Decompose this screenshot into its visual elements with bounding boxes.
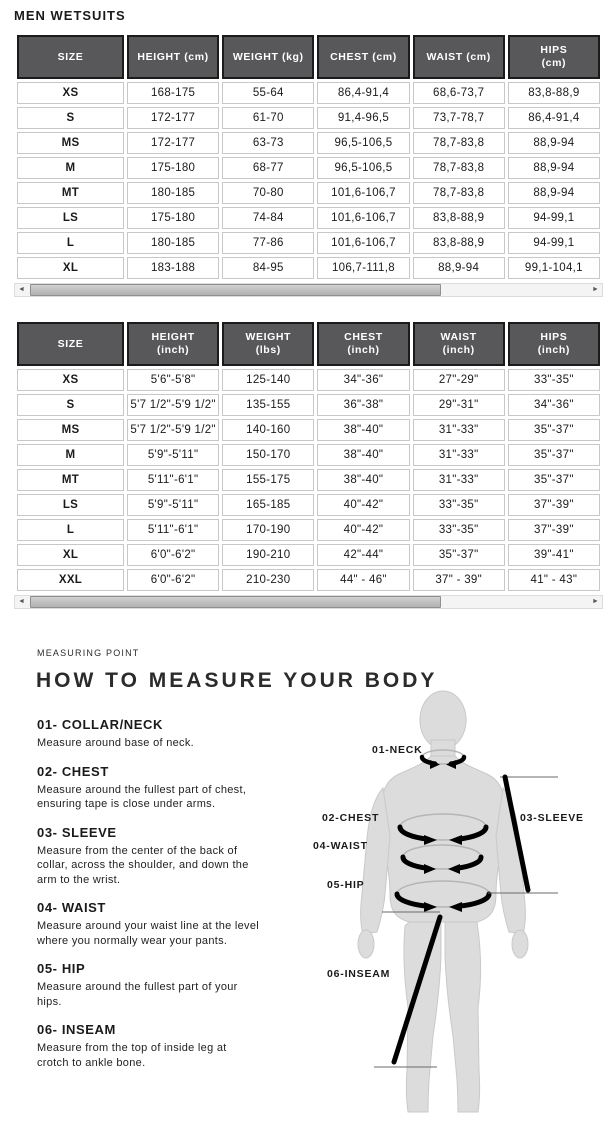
value-cell: 39"-41" bbox=[508, 544, 600, 566]
item-description: Measure around the fullest part of your hips. bbox=[37, 981, 238, 1008]
value-cell: 101,6-106,7 bbox=[317, 182, 409, 204]
value-cell: 37" - 39" bbox=[413, 569, 505, 591]
value-cell: 41" - 43" bbox=[508, 569, 600, 591]
value-cell: 70-80 bbox=[222, 182, 314, 204]
value-cell: 86,4-91,4 bbox=[317, 82, 409, 104]
value-cell: 88,9-94 bbox=[508, 157, 600, 179]
metric-table-scrollbar[interactable] bbox=[14, 283, 603, 297]
value-cell: 40"-42" bbox=[317, 519, 409, 541]
table-row bbox=[17, 444, 600, 466]
value-cell: 175-180 bbox=[127, 157, 219, 179]
value-cell: 37"-39" bbox=[508, 494, 600, 516]
value-cell: 101,6-106,7 bbox=[317, 232, 409, 254]
value-cell: 86,4-91,4 bbox=[508, 107, 600, 129]
size-table-metric bbox=[14, 32, 603, 282]
value-cell: 88,9-94 bbox=[413, 257, 505, 279]
imperial-table-scrollbar[interactable] bbox=[14, 595, 603, 609]
value-cell: 5'11"-6'1" bbox=[127, 469, 219, 491]
item-number: 06- bbox=[37, 1022, 58, 1038]
table-row bbox=[17, 257, 600, 279]
measuring-point-label: MEASURING POINT bbox=[37, 648, 140, 658]
how-to-measure-section bbox=[0, 645, 615, 1130]
value-cell: 83,8-88,9 bbox=[413, 207, 505, 229]
table-row bbox=[17, 232, 600, 254]
value-cell: 5'9"-5'11" bbox=[127, 494, 219, 516]
measure-item-chest bbox=[37, 764, 259, 812]
value-cell: 150-170 bbox=[222, 444, 314, 466]
measuring-instructions-list bbox=[37, 717, 259, 1083]
value-cell: 44" - 46" bbox=[317, 569, 409, 591]
item-number: 01- bbox=[37, 717, 58, 732]
value-cell: 91,4-96,5 bbox=[317, 107, 409, 129]
measure-item-inseam bbox=[37, 1022, 259, 1070]
table-row bbox=[17, 469, 600, 491]
value-cell: 170-190 bbox=[222, 519, 314, 541]
size-cell: MT bbox=[17, 469, 124, 491]
column-header: HEIGHT (cm) bbox=[127, 35, 219, 79]
value-cell: 78,7-83,8 bbox=[413, 132, 505, 154]
value-cell: 34"-36" bbox=[317, 369, 409, 391]
size-cell: XL bbox=[17, 544, 124, 566]
size-cell: M bbox=[17, 157, 124, 179]
measure-item-collar-neck bbox=[37, 717, 259, 751]
item-name: COLLAR/NECK bbox=[61, 717, 164, 732]
how-to-measure-title: HOW TO MEASURE YOUR BODY bbox=[36, 669, 438, 692]
value-cell: 68,6-73,7 bbox=[413, 82, 505, 104]
value-cell: 40"-42" bbox=[317, 494, 409, 516]
diagram-label-waist: 04-WAIST bbox=[313, 840, 368, 852]
item-name: INSEAM bbox=[61, 1022, 116, 1038]
header-row bbox=[17, 35, 600, 79]
item-description: Measure from the center of the back of collar, across the shoulder, and down the arm to the wrist. bbox=[37, 844, 249, 886]
size-cell: S bbox=[17, 394, 124, 416]
column-header: WEIGHT (lbs) bbox=[222, 322, 314, 366]
value-cell: 27"-29" bbox=[413, 369, 505, 391]
size-cell: XXL bbox=[17, 569, 124, 591]
size-cell: XL bbox=[17, 257, 124, 279]
value-cell: 180-185 bbox=[127, 182, 219, 204]
value-cell: 140-160 bbox=[222, 419, 314, 441]
value-cell: 180-185 bbox=[127, 232, 219, 254]
imperial-size-table-section bbox=[14, 319, 603, 609]
table-row bbox=[17, 494, 600, 516]
value-cell: 106,7-111,8 bbox=[317, 257, 409, 279]
column-header: SIZE bbox=[17, 322, 124, 366]
table-row bbox=[17, 182, 600, 204]
scroll-right-arrow[interactable]: ► bbox=[592, 286, 599, 294]
value-cell: 83,8-88,9 bbox=[508, 82, 600, 104]
value-cell: 38"-40" bbox=[317, 444, 409, 466]
item-name: SLEEVE bbox=[61, 824, 117, 840]
value-cell: 31"-33" bbox=[413, 444, 505, 466]
size-cell: MS bbox=[17, 419, 124, 441]
value-cell: 68-77 bbox=[222, 157, 314, 179]
table-row bbox=[17, 519, 600, 541]
size-cell: MS bbox=[17, 132, 124, 154]
table-row bbox=[17, 544, 600, 566]
value-cell: 101,6-106,7 bbox=[317, 207, 409, 229]
table-row bbox=[17, 107, 600, 129]
value-cell: 83,8-88,9 bbox=[413, 232, 505, 254]
value-cell: 38"-40" bbox=[317, 469, 409, 491]
size-cell: LS bbox=[17, 494, 124, 516]
value-cell: 125-140 bbox=[222, 369, 314, 391]
measure-item-waist bbox=[37, 900, 259, 948]
measure-item-hip bbox=[37, 961, 259, 1009]
value-cell: 135-155 bbox=[222, 394, 314, 416]
value-cell: 73,7-78,7 bbox=[413, 107, 505, 129]
value-cell: 63-73 bbox=[222, 132, 314, 154]
table-row bbox=[17, 394, 600, 416]
value-cell: 31"-33" bbox=[413, 469, 505, 491]
item-number: 02- bbox=[37, 763, 58, 779]
value-cell: 35"-37" bbox=[508, 419, 600, 441]
item-description: Measure around the fullest part of chest, ensuring tape is close under arms. bbox=[37, 783, 247, 811]
diagram-label-hip: 05-HIP bbox=[327, 879, 365, 891]
value-cell: 33"-35" bbox=[413, 494, 505, 516]
table-row bbox=[17, 157, 600, 179]
column-header: WAIST (inch) bbox=[413, 322, 505, 366]
value-cell: 155-175 bbox=[222, 469, 314, 491]
diagram-label-neck: 01-NECK bbox=[372, 744, 423, 756]
column-header: HEIGHT (inch) bbox=[127, 322, 219, 366]
value-cell: 33"-35" bbox=[413, 519, 505, 541]
size-cell: S bbox=[17, 107, 124, 129]
value-cell: 172-177 bbox=[127, 132, 219, 154]
value-cell: 183-188 bbox=[127, 257, 219, 279]
metric-size-table-section bbox=[14, 32, 603, 297]
value-cell: 6'0"-6'2" bbox=[127, 569, 219, 591]
value-cell: 77-86 bbox=[222, 232, 314, 254]
value-cell: 96,5-106,5 bbox=[317, 132, 409, 154]
item-description: Measure around your waist line at the level where you normally wear your pants. bbox=[37, 920, 260, 947]
value-cell: 5'11"-6'1" bbox=[127, 519, 219, 541]
value-cell: 38"-40" bbox=[317, 419, 409, 441]
page-title: MEN WETSUITS bbox=[14, 8, 126, 23]
table-row bbox=[17, 569, 600, 591]
value-cell: 35"-37" bbox=[508, 469, 600, 491]
item-number: 04- bbox=[37, 900, 58, 916]
value-cell: 94-99,1 bbox=[508, 232, 600, 254]
table-row bbox=[17, 132, 600, 154]
item-number: 05- bbox=[37, 961, 58, 977]
value-cell: 74-84 bbox=[222, 207, 314, 229]
value-cell: 36"-38" bbox=[317, 394, 409, 416]
value-cell: 99,1-104,1 bbox=[508, 257, 600, 279]
scrollbar-thumb[interactable] bbox=[30, 284, 441, 296]
item-description: Measure from the top of inside leg at crotch to ankle bone. bbox=[37, 1042, 227, 1069]
scroll-right-arrow[interactable]: ► bbox=[592, 598, 599, 606]
size-cell: L bbox=[17, 232, 124, 254]
value-cell: 5'7 1/2"-5'9 1/2" bbox=[127, 394, 219, 416]
item-name: WAIST bbox=[61, 900, 106, 916]
value-cell: 5'7 1/2"-5'9 1/2" bbox=[127, 419, 219, 441]
size-cell: M bbox=[17, 444, 124, 466]
measure-item-sleeve bbox=[37, 825, 259, 888]
body-measurement-diagram bbox=[300, 660, 615, 1120]
value-cell: 210-230 bbox=[222, 569, 314, 591]
value-cell: 34"-36" bbox=[508, 394, 600, 416]
value-cell: 78,7-83,8 bbox=[413, 182, 505, 204]
table-row bbox=[17, 419, 600, 441]
column-header: SIZE bbox=[17, 35, 124, 79]
value-cell: 61-70 bbox=[222, 107, 314, 129]
value-cell: 175-180 bbox=[127, 207, 219, 229]
header-row bbox=[17, 322, 600, 366]
value-cell: 78,7-83,8 bbox=[413, 157, 505, 179]
size-cell: XS bbox=[17, 369, 124, 391]
table-row bbox=[17, 207, 600, 229]
column-header: CHEST (inch) bbox=[317, 322, 409, 366]
value-cell: 190-210 bbox=[222, 544, 314, 566]
value-cell: 29"-31" bbox=[413, 394, 505, 416]
size-table-imperial bbox=[14, 319, 603, 594]
value-cell: 37"-39" bbox=[508, 519, 600, 541]
value-cell: 88,9-94 bbox=[508, 182, 600, 204]
scroll-left-arrow[interactable]: ◄ bbox=[18, 598, 25, 606]
column-header: WAIST (cm) bbox=[413, 35, 505, 79]
diagram-label-chest: 02-CHEST bbox=[322, 812, 380, 824]
size-cell: XS bbox=[17, 82, 124, 104]
value-cell: 172-177 bbox=[127, 107, 219, 129]
column-header: WEIGHT (kg) bbox=[222, 35, 314, 79]
item-description: Measure around base of neck. bbox=[37, 737, 194, 749]
value-cell: 165-185 bbox=[222, 494, 314, 516]
column-header: HIPS (cm) bbox=[508, 35, 600, 79]
value-cell: 5'6"-5'8" bbox=[127, 369, 219, 391]
value-cell: 84-95 bbox=[222, 257, 314, 279]
value-cell: 35"-37" bbox=[508, 444, 600, 466]
value-cell: 42"-44" bbox=[317, 544, 409, 566]
item-number: 03- bbox=[37, 824, 58, 840]
item-name: CHEST bbox=[61, 763, 109, 779]
value-cell: 88,9-94 bbox=[508, 132, 600, 154]
value-cell: 35"-37" bbox=[413, 544, 505, 566]
item-name: HIP bbox=[61, 961, 86, 977]
table-row bbox=[17, 82, 600, 104]
value-cell: 55-64 bbox=[222, 82, 314, 104]
size-cell: L bbox=[17, 519, 124, 541]
table-row bbox=[17, 369, 600, 391]
value-cell: 6'0"-6'2" bbox=[127, 544, 219, 566]
column-header: CHEST (cm) bbox=[317, 35, 409, 79]
size-cell: LS bbox=[17, 207, 124, 229]
diagram-label-inseam: 06-INSEAM bbox=[327, 968, 391, 980]
scroll-left-arrow[interactable]: ◄ bbox=[18, 286, 25, 294]
diagram-label-sleeve: 03-SLEEVE bbox=[520, 812, 584, 824]
value-cell: 168-175 bbox=[127, 82, 219, 104]
size-cell: MT bbox=[17, 182, 124, 204]
scrollbar-thumb[interactable] bbox=[30, 596, 441, 608]
value-cell: 96,5-106,5 bbox=[317, 157, 409, 179]
value-cell: 33"-35" bbox=[508, 369, 600, 391]
value-cell: 94-99,1 bbox=[508, 207, 600, 229]
value-cell: 31"-33" bbox=[413, 419, 505, 441]
column-header: HIPS (inch) bbox=[508, 322, 600, 366]
value-cell: 5'9"-5'11" bbox=[127, 444, 219, 466]
